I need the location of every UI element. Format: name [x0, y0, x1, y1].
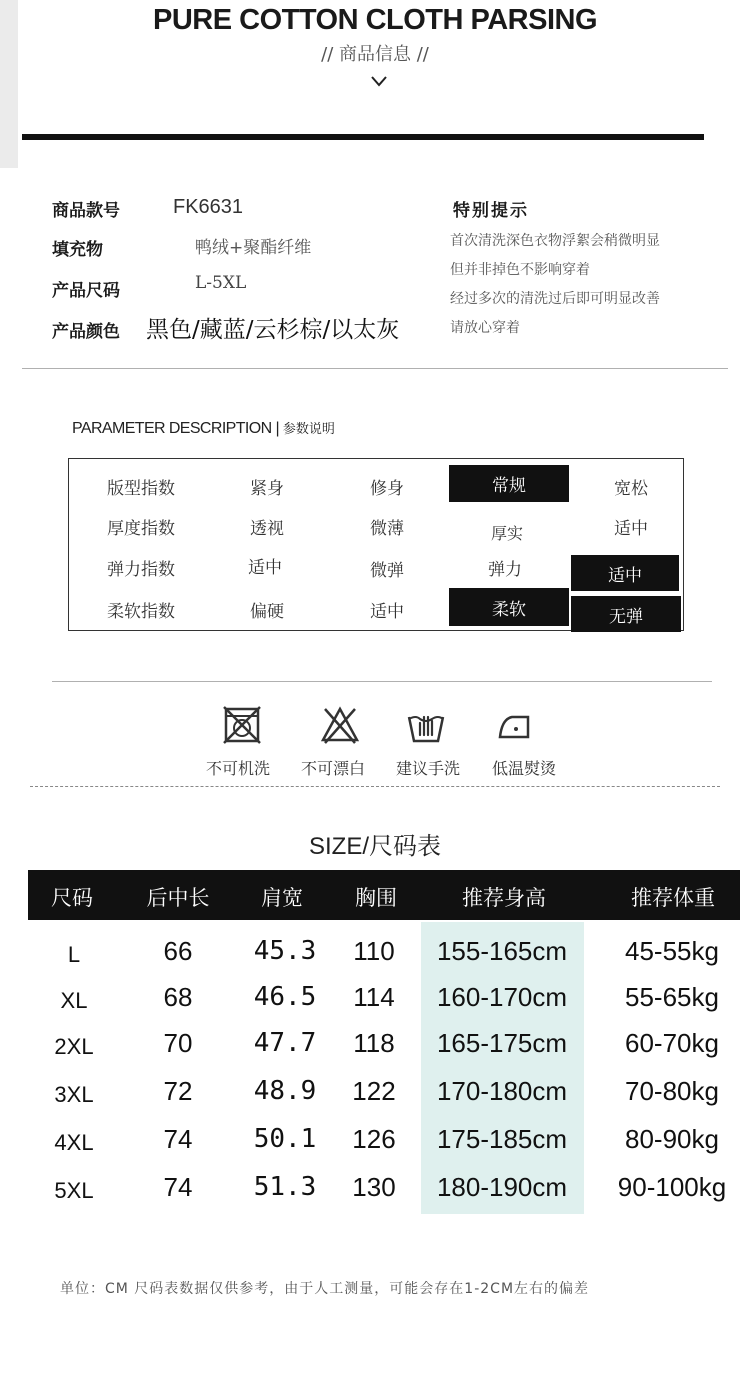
size-header-cell: 推荐身高: [462, 886, 546, 910]
size-cell: 47.7: [253, 1028, 317, 1058]
param-option-selected: 常规: [449, 465, 569, 502]
size-cell: 45-55kg: [625, 936, 719, 966]
size-cell: 70-80kg: [625, 1076, 719, 1106]
size-header-cell: 尺码: [51, 886, 93, 910]
tip-title: 特别提示: [453, 201, 529, 221]
size-cell: 55-65kg: [625, 982, 719, 1012]
size-cell: 175-185cm: [436, 1124, 568, 1154]
info-value-style: FK6631: [173, 196, 244, 218]
param-option: 紧身: [250, 479, 284, 499]
tip-line: 经过多次的清洗过后即可明显改善: [450, 291, 660, 307]
size-header-cell: 胸围: [355, 886, 397, 910]
no-bleach-icon: [320, 705, 360, 745]
size-cell: 60-70kg: [625, 1028, 719, 1058]
care-label: 不可漂白: [300, 759, 365, 778]
care-label: 低温熨烫: [491, 759, 556, 778]
info-value-color: 黑色/藏蓝/云杉棕/以太灰: [146, 317, 400, 343]
param-option: 适中: [248, 558, 282, 578]
param-label: 弹力指数: [107, 560, 175, 580]
param-option: 适中: [614, 519, 648, 539]
parameter-heading-separator: |: [275, 420, 279, 437]
info-value-size: L-5XL: [195, 273, 247, 293]
size-cell: 126: [352, 1124, 396, 1154]
care-label: 不可机洗: [205, 759, 270, 778]
size-cell: 165-175cm: [436, 1028, 568, 1058]
param-option: 修身: [370, 479, 404, 499]
param-option: 偏硬: [250, 602, 284, 622]
hand-wash-icon: [406, 705, 446, 745]
size-cell: 74: [163, 1124, 193, 1154]
tip-line: 首次清洗深色衣物浮絮会稍微明显: [450, 233, 660, 249]
size-cell: 118: [353, 1028, 395, 1058]
size-chart-title: [0, 826, 750, 861]
size-cell: 130: [352, 1172, 396, 1202]
size-header-cell: 推荐体重: [631, 886, 715, 910]
size-cell: 114: [353, 982, 395, 1012]
size-cell: 170-180cm: [436, 1076, 568, 1106]
info-value-filling: 鸭绒+聚酯纤维: [195, 238, 312, 258]
param-option-selected: 柔软: [449, 588, 569, 626]
info-label-size: 产品尺码: [52, 281, 120, 301]
info-label-filling: 填充物: [52, 240, 103, 260]
chevron-down-icon: [370, 72, 388, 90]
size-cell: 46.5: [253, 982, 317, 1012]
tip-line: 请放心穿着: [450, 320, 520, 336]
param-option: 透视: [250, 519, 284, 539]
size-cell: 180-190cm: [436, 1172, 568, 1202]
size-cell: 122: [352, 1076, 396, 1106]
param-option: 适中: [370, 602, 404, 622]
param-option: 微薄: [370, 519, 404, 539]
size-row-label: 2XL: [54, 1034, 94, 1059]
size-cell: 155-165cm: [436, 936, 568, 966]
size-cell: 51.3: [253, 1172, 317, 1202]
size-cell: 50.1: [253, 1124, 317, 1154]
section-divider: [52, 681, 712, 682]
info-label-color: 产品颜色: [52, 322, 120, 342]
parameter-heading-cn: 参数说明: [282, 422, 335, 437]
param-option-selected: 无弹: [571, 596, 681, 632]
tip-line: 但并非掉色不影响穿着: [450, 262, 590, 278]
size-cell: 68: [163, 982, 193, 1012]
section-divider: [22, 134, 704, 140]
section-divider: [22, 368, 728, 369]
size-chart-title-cn: 尺码表: [369, 832, 441, 860]
size-cell: 90-100kg: [617, 1172, 727, 1202]
param-label: 柔软指数: [107, 602, 175, 622]
no-machine-wash-icon: [222, 705, 262, 745]
parameter-heading: [72, 418, 335, 438]
size-header-cell: 肩宽: [261, 886, 303, 910]
info-label-style: 商品款号: [52, 201, 120, 221]
care-label: 建议手洗: [395, 759, 460, 778]
parameter-heading-en: PARAMETER DESCRIPTION: [72, 420, 272, 437]
parameter-table: [68, 458, 684, 631]
size-cell: 66: [163, 936, 193, 966]
size-cell: 110: [353, 936, 395, 966]
size-cell: 48.9: [253, 1076, 317, 1106]
section-divider: [30, 786, 720, 787]
size-row-label: L: [67, 942, 81, 967]
param-option: 厚实: [490, 524, 523, 543]
size-row-label: 3XL: [54, 1082, 94, 1107]
size-row-label: 4XL: [54, 1130, 94, 1155]
low-iron-icon: [494, 705, 534, 745]
size-chart-header: [28, 870, 740, 920]
size-row-label: XL: [60, 988, 88, 1013]
page-subtitle: // 商品信息 //: [321, 44, 429, 65]
param-label: 厚度指数: [107, 519, 175, 539]
param-option: 微弹: [370, 561, 404, 581]
size-cell: 70: [163, 1028, 193, 1058]
size-row-label: 5XL: [54, 1178, 94, 1203]
size-chart-title-en: SIZE/: [308, 833, 369, 860]
size-cell: 45.3: [253, 936, 317, 966]
size-header-cell: 后中长: [146, 886, 210, 910]
param-label: 版型指数: [107, 479, 175, 499]
size-footnote: 单位：CM 尺码表数据仅供参考，由于人工测量，可能会存在1-2CM左右的偏差: [60, 1281, 590, 1297]
param-option-selected: 适中: [571, 555, 679, 591]
size-cell: 74: [163, 1172, 193, 1202]
size-cell: 80-90kg: [625, 1124, 719, 1154]
param-option: 弹力: [488, 560, 522, 580]
page-title: PURE COTTON CLOTH PARSING: [153, 4, 597, 36]
param-option: 宽松: [614, 479, 648, 499]
size-cell: 72: [163, 1076, 193, 1106]
size-cell: 160-170cm: [436, 982, 568, 1012]
